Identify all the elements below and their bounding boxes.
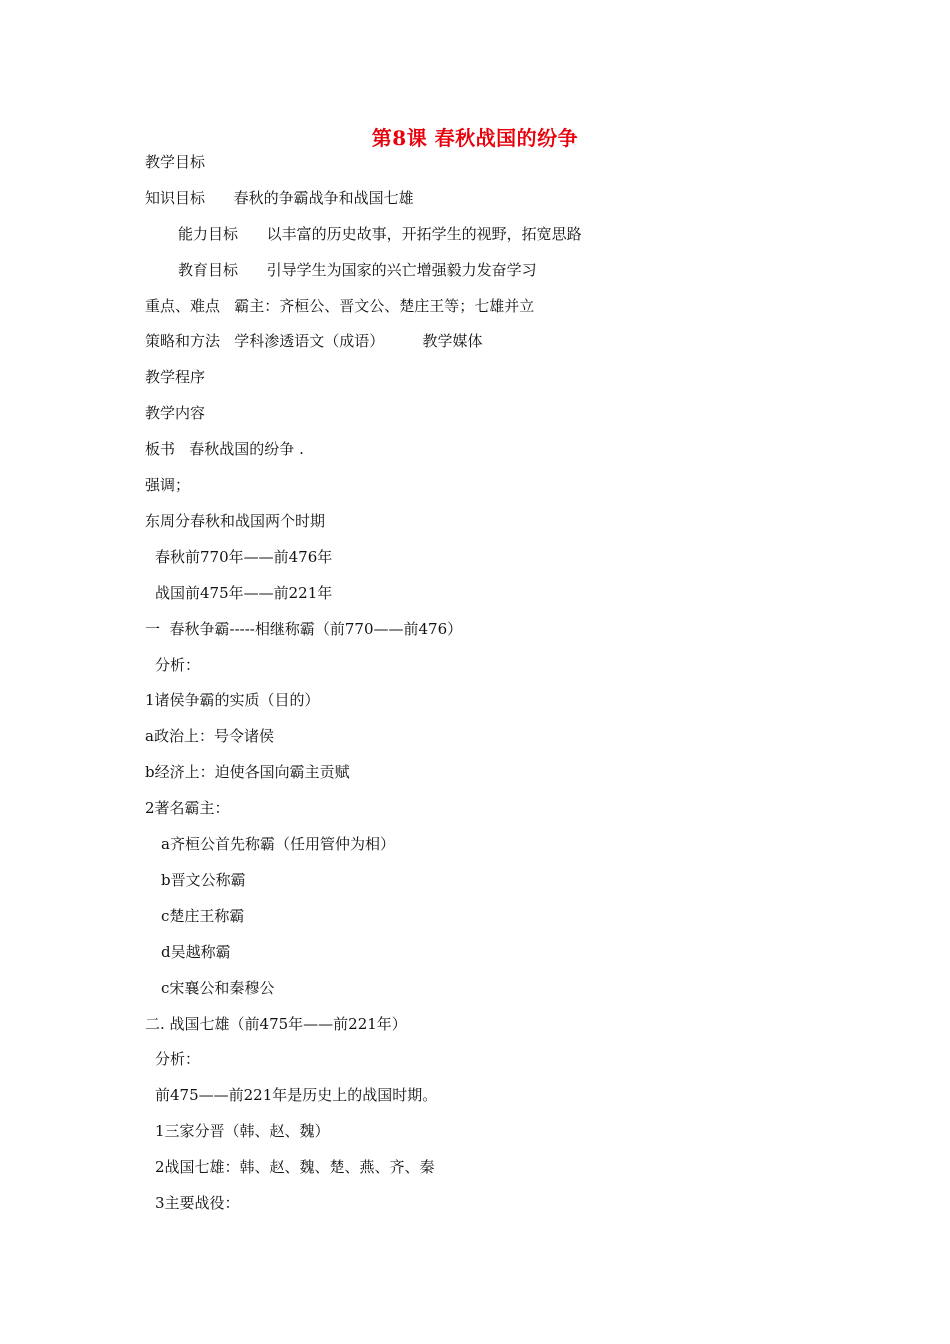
text-line: c宋襄公和秦穆公 [161, 979, 275, 997]
text-line: d吴越称霸 [161, 943, 231, 961]
text-line: 2著名霸主： [145, 799, 230, 817]
text-line: 二. 战国七雄（前475年——前221年） [145, 1015, 407, 1033]
text-line: 前475——前221年是历史上的战国时期。 [155, 1086, 438, 1104]
text-line: 一 春秋争霸-----相继称霸（前770——前476） [145, 620, 463, 638]
text-line: 战国前475年——前221年 [155, 584, 333, 602]
text-line: 1诸侯争霸的实质（目的） [145, 691, 320, 709]
text-line: 3主要战役： [155, 1194, 240, 1212]
text-line: 知识目标 春秋的争霸战争和战国七雄 [145, 189, 414, 207]
text-line: 策略和方法 学科渗透语文（成语） 教学媒体 [145, 332, 483, 350]
text-line: 强调； [145, 476, 191, 494]
text-line: 东周分春秋和战国两个时期 [145, 512, 326, 530]
text-line: 2战国七雄：韩、赵、魏、楚、燕、齐、秦 [155, 1158, 435, 1176]
text-line: 教学目标 [145, 153, 206, 171]
text-line: b晋文公称霸 [161, 871, 246, 889]
text-line: 教学程序 [145, 368, 206, 386]
text-line: b经济上：迫使各国向霸主贡赋 [145, 763, 350, 781]
text-line: a齐桓公首先称霸（任用管仲为相） [161, 835, 395, 853]
text-line: 能力目标 以丰富的历史故事，开拓学生的视野，拓宽思路 [178, 225, 582, 243]
text-line: 1三家分晋（韩、赵、魏） [155, 1122, 330, 1140]
text-line: c楚庄王称霸 [161, 907, 245, 925]
text-line: 重点、难点 霸主：齐桓公、晋文公、楚庄王等；七雄并立 [145, 297, 535, 315]
text-line: 分析： [155, 656, 201, 674]
text-line: 春秋前770年——前476年 [155, 548, 333, 566]
text-line: 教育目标 引导学生为国家的兴亡增强毅力发奋学习 [178, 261, 537, 279]
text-line: 分析： [155, 1050, 201, 1068]
text-line: a政治上：号令诸侯 [145, 727, 274, 745]
text-line: 教学内容 [145, 404, 206, 422]
lesson-title: 第8课 春秋战国的纷争 [371, 126, 579, 150]
text-line: 板书 春秋战国的纷争 . [145, 440, 304, 458]
